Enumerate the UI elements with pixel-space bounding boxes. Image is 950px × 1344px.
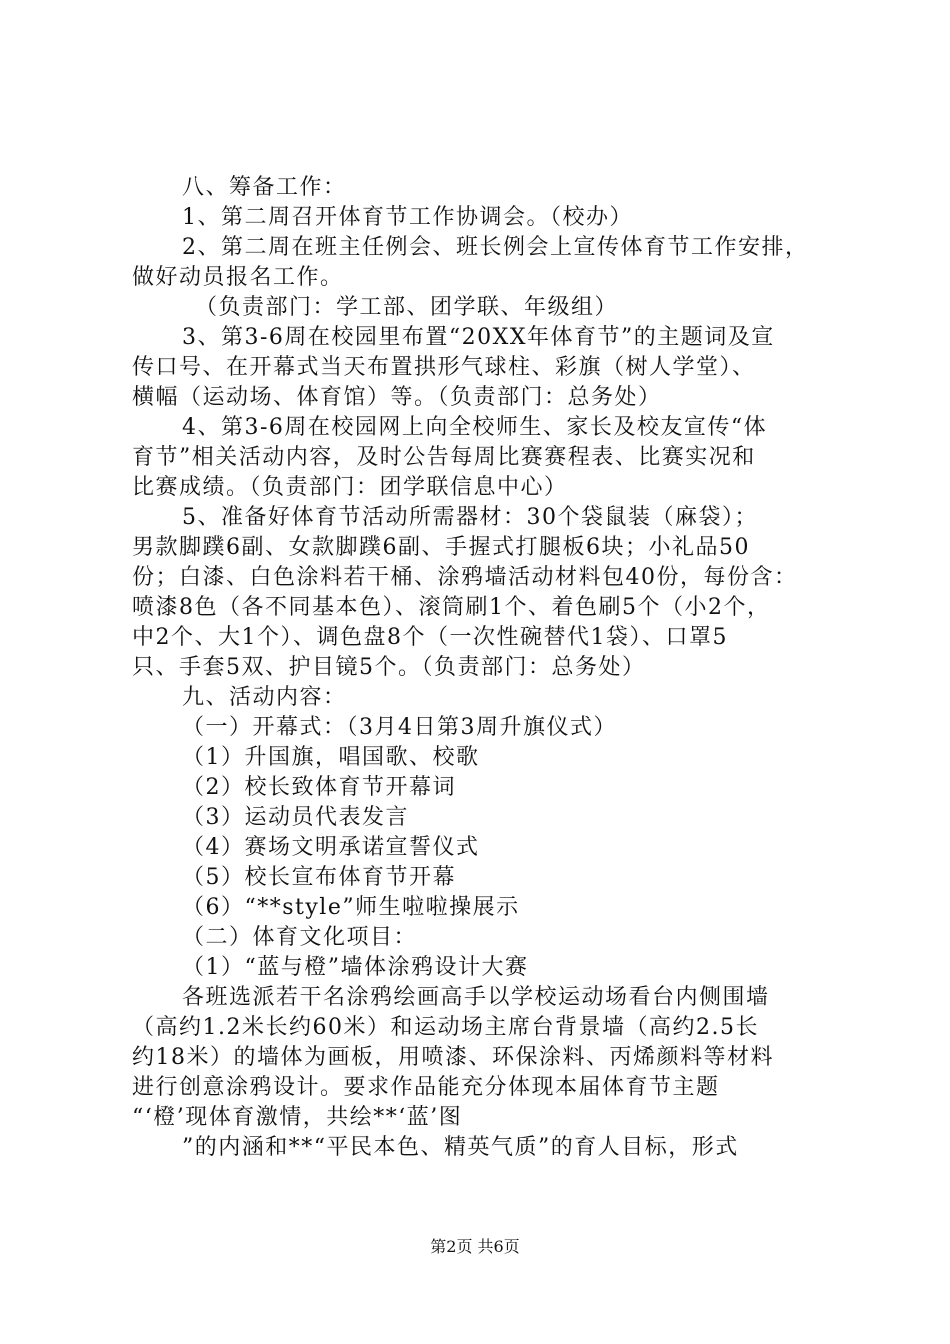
section-heading-9: 九、活动内容： bbox=[182, 685, 347, 710]
list-item: （2）校长致体育节开幕词 bbox=[182, 775, 456, 800]
text-line: 各班选派若干名涂鸦绘画高手以学校运动场看台内侧围墙 bbox=[182, 985, 770, 1010]
text-line: 3、第3-6周在校园里布置“20XX年体育节”的主题词及宣 bbox=[182, 325, 775, 350]
text-line: 横幅（运动场、体育馆）等。（负责部门：总务处） bbox=[132, 385, 662, 410]
subsection-heading: （一）开幕式：（3月4日第3周升旗仪式） bbox=[182, 715, 617, 740]
text-line: 做好动员报名工作。 bbox=[132, 265, 344, 290]
text-line: 1、第二周召开体育节工作协调会。（校办） bbox=[182, 205, 633, 230]
text-line: “‘橙’现体育激情，共绘**‘蓝’图 bbox=[132, 1105, 463, 1130]
text-line: （高约1.2米长约60米）和运动场主席台背景墙（高约2.5长 bbox=[132, 1015, 759, 1040]
subsection-heading: （二）体育文化项目： bbox=[182, 925, 418, 950]
list-item: （1）升国旗，唱国歌、校歌 bbox=[182, 745, 480, 770]
text-line: 喷漆8色（各不同基本色）、滚筒刷1个、着色刷5个（小2个， bbox=[132, 595, 771, 620]
page-number-footer: 第2页 共6页 bbox=[430, 1237, 520, 1256]
list-item: （6）“**style”师生啦啦操展示 bbox=[182, 895, 520, 920]
list-item: （4）赛场文明承诺宣誓仪式 bbox=[182, 835, 480, 860]
list-item: （1）“蓝与橙”墙体涂鸦设计大赛 bbox=[182, 955, 529, 980]
list-item: （5）校长宣布体育节开幕 bbox=[182, 865, 456, 890]
text-line: 4、第3-6周在校园网上向全校师生、家长及校友宣传“体 bbox=[182, 415, 768, 440]
text-line: 中2个、大1个）、调色盘8个（一次性碗替代1袋）、口罩5 bbox=[132, 625, 728, 650]
text-line: 份；白漆、白色涂料若干桶、涂鸦墙活动材料包40份，每份含： bbox=[132, 565, 798, 590]
list-item: （3）运动员代表发言 bbox=[182, 805, 409, 830]
text-line: （负责部门：学工部、团学联、年级组） bbox=[195, 295, 619, 320]
section-heading-8: 八、筹备工作： bbox=[182, 175, 347, 200]
text-line: 约18米）的墙体为画板，用喷漆、环保涂料、丙烯颜料等材料 bbox=[132, 1045, 774, 1070]
text-line: 比赛成绩。（负责部门：团学联信息中心） bbox=[132, 475, 568, 500]
text-line: ”的内涵和**“平民本色、精英气质”的育人目标，形式 bbox=[182, 1135, 739, 1160]
text-line: 只、手套5双、护目镜5个。（负责部门：总务处） bbox=[132, 655, 646, 680]
text-line: 5、准备好体育节活动所需器材：30个袋鼠装（麻袋）； bbox=[182, 505, 758, 530]
text-line: 传口号、在开幕式当天布置拱形气球柱、彩旗（树人学堂）、 bbox=[132, 355, 756, 380]
text-line: 2、第二周在班主任例会、班长例会上宣传体育节工作安排， bbox=[182, 235, 809, 260]
text-line: 育节”相关活动内容，及时公告每周比赛赛程表、比赛实况和 bbox=[132, 445, 756, 470]
text-line: 男款脚蹼6副、女款脚蹼6副、手握式打腿板6块；小礼品50 bbox=[132, 535, 750, 560]
text-line: 进行创意涂鸦设计。要求作品能充分体现本届体育节主题 bbox=[132, 1075, 720, 1100]
